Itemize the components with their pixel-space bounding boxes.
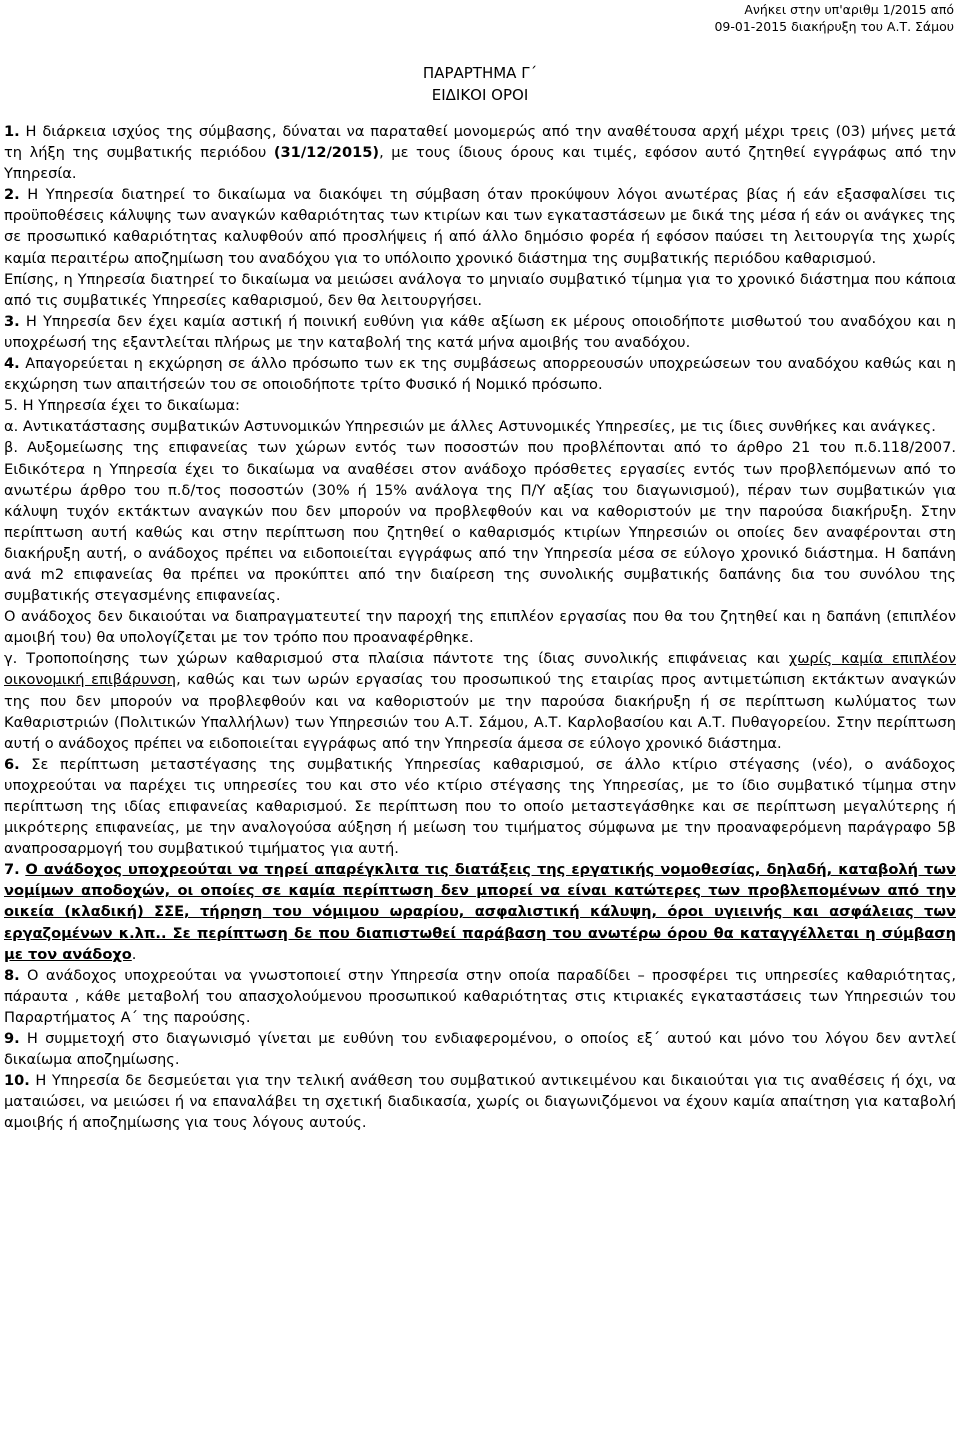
clause-text: Η συμμετοχή στο διαγωνισμό γίνεται με ευθύνη του ενδιαφερομένου, ο οποίος εξ΄ αυτού και μόνο του λόγου δεν αντλεί δικαίωμα αποζημίωσης. (4, 1030, 956, 1069)
clause-5-intro: 5. Η Υπηρεσία έχει το δικαίωμα: (4, 397, 240, 415)
clause-text-cont: , καθώς και των ωρών εργασίας του προσωπικού της εταιρίας προς αντιμετώπιση εκτάκτων αναγκών της που δεν μπορούν να προβλεφθούν και να καθοριστούν με την παρούσα διακήρυξη ή σε περίπτωση κωλύματος των Καθαριστριών (Πολιτικών Υπαλλήλων) των Υπηρεσιών του Α.Τ. Σάμου, Α.Τ. Καρλοβασίου και Α.Τ. Πυθαγορείου. Στην περίπτωση αυτή ο ανάδοχος πρέπει να ειδοποιείται εγγράφως από την Υπηρεσία άμεσα σε εύλογο χρονικό διάστημα. (4, 671, 956, 752)
clause-text: Η Υπηρεσία δε δεσμεύεται για την τελική ανάθεση του συμβατικού αντικειμένου και δικαιούται για τις αναθέσεις ή όχι, να ματαιώσει, να μειώσει ή να επαναλάβει τη σχετική διαδικασία, χωρίς οι διαγωνιζόμενοι να έχουν καμία απαίτηση για καταβολή αμοιβής ή αποζημίωσης για τους λόγους αυτούς. (4, 1072, 956, 1132)
header-note-line-1: Ανήκει στην υπ'αριθμ 1/2015 από (744, 2, 954, 17)
clause-number: 8. (4, 966, 20, 984)
annex-subtitle: ΕΙΔΙΚΟΙ ΟΡΟΙ (431, 86, 529, 104)
clause-number: 2. (4, 186, 20, 204)
clause-4 (4, 353, 956, 395)
clause-text: Ο ανάδοχος υποχρεούται να γνωστοποιεί στην Υπηρεσία στην οποία παραδίδει – προσφέρει τις υπηρεσίες καθαριότητας, πάραυτα , κάθε μεταβολή του απασχολούμενου προσωπικού καθαριότητας στις κτιριακές εγκαταστάσεις των Υπηρεσιών του Παραρτήματος Α΄ της παρούσης. (4, 966, 956, 1026)
clause-3 (4, 311, 956, 353)
clause-number: 6. (4, 755, 20, 773)
clause-9 (4, 1028, 956, 1070)
clause-end: . (131, 945, 137, 963)
clause-8 (4, 965, 956, 1028)
clause-number: 1. (4, 123, 20, 140)
clause-number: 3. (4, 312, 20, 330)
clause-2-extra: Επίσης, η Υπηρεσία διατηρεί το δικαίωμα να μειώσει ανάλογα το μηνιαίο συμβατικό τίμημα για το χρονικό διάστημα που κάποια από τις συμβατικές Υπηρεσίες καθαρισμού, δεν θα λειτουργήσει. (4, 270, 956, 309)
clause-number: 10. (4, 1072, 30, 1090)
clause-text-cont: , με τους ίδιους όρους και τιμές, εφόσον αυτό ζητηθεί εγγράφως από την Υπηρεσία. (4, 144, 956, 183)
clause-6 (4, 754, 956, 859)
labor-law-obligation-text: Ο ανάδοχος υποχρεούται να τηρεί απαρέγκλιτα τις διατάξεις της εργατικής νομοθεσίας, δηλαδή, καταβολή των νομίμων αποδοχών, οι οποίες σε καμία περίπτωση δεν μπορεί να είναι κατώτερες των προβλεπομένων από την οικεία (κλαδική) ΣΣΕ, τήρηση του νόμιμου ωραρίου, ασφαλιστική κάλυψη, όροι υγιεινής και ασφάλειας των εργαζομένων κ.λπ.. Σε περίπτωση δε που διαπιστωθεί παράβαση του ανωτέρω όρου θα καταγγέλλεται η σύμβαση με τον ανάδοχο (4, 861, 956, 963)
clause-5b: β. Αυξομείωσης της επιφανείας των χώρων εντός των ποσοστών που προβλέπονται από το άρθρο 21 του π.δ.118/2007. Ειδικότερα η Υπηρεσία έχει το δικαίωμα να αναθέσει στον ανάδοχο πρόσθετες εργασίες εντός των προβλεπόμενων από το ανωτέρω άρθρο του π.δ/τος ποσοστών (30% ή 15% ανάλογα της Π/Υ αξίας του διαγωνισμού), πέραν των συμβατικών για κάλυψη τυχόν εκτάκτων αναγκών που δεν μπορούν να προβλεφθούν και να καθοριστούν με την παρούσα διακήρυξη. Στην περίπτωση αυτή καθώς και στην περίπτωση που ζητηθεί ο καθαρισμός κτιρίων Υπηρεσιών οι οποίες δεν αναφέρονται στη διακήρυξη αυτή, ο ανάδοχος πρέπει να ειδοποιείται εγγράφως από την Υπηρεσία μέσα σε εύλογο χρονικό διάστημα. Η δαπάνη ανά m2 επιφανείας θα πρέπει να προκύπτει από την διαίρεση της συνολικής συμβατικής δαπάνης δια του συνόλου της συμβατικής στεγασμένης επιφανείας. (4, 439, 956, 605)
header-note-line-2: 09-01-2015 διακήρυξη του Α.Τ. Σάμου (714, 19, 954, 34)
clause-10 (4, 1070, 956, 1133)
clause-5b-extra: Ο ανάδοχος δεν δικαιούται να διαπραγματευτεί την παροχή της επιπλέον εργασίας που θα του ζητηθεί και η δαπάνη (επιπλέον αμοιβή του) θα υπολογίζεται με τον τρόπο που προαναφέρθηκε. (4, 608, 956, 647)
clause-7 (4, 859, 956, 964)
clause-text: Η Υπηρεσία διατηρεί το δικαίωμα να διακόψει τη σύμβαση όταν προκύψουν λόγοι ανωτέρας βίας ή εάν εξασφαλίσει τις προϋποθέσεις κάλυψης των αναγκών καθαριότητας των κτιρίων και των εγκαταστάσεων με δικά της μέσα ή εάν οι ανάγκες της σε προσωπικό καθαριότητας καλυφθούν από προσλήψεις ή από άλλο δημόσιο φορέα ή εφόσον παύσει τη λειτουργία της χωρίς καμία περαιτέρω αποζημίωση του αναδόχου για το υπόλοιπο χρονικό διάστημα της συμβατικής περιόδου καθαρισμού. (4, 186, 956, 267)
clause-number: 4. (4, 355, 20, 373)
clause-text: γ. Τροποποίησης των χώρων καθαρισμού στα πλαίσια πάντοτε της ίδιας συνολικής επιφάνειας και (4, 650, 789, 668)
clause-text: Απαγορεύεται η εκχώρηση σε άλλο πρόσωπο των εκ της συμβάσεως απορρεουσών υποχρεώσεων του αναδόχου καθώς και η εκχώρηση των απαιτήσεών του σε οποιοδήποτε τρίτο Φυσικό ή Νομικό πρόσωπο. (4, 355, 956, 394)
clause-number: 7. (4, 861, 20, 879)
contract-end-date: (31/12/2015) (273, 144, 380, 162)
annex-title: ΠΑΡΑΡΤΗΜΑ Γ΄ (422, 64, 538, 82)
special-terms-body (4, 121, 956, 1134)
annex-heading (400, 62, 560, 106)
clause-text: Σε περίπτωση μεταστέγασης της συμβατικής Υπηρεσίας καθαρισμού, σε άλλο κτίριο στέγασης (νέο), ο ανάδοχος υποχρεούται να παρέχει τις υπηρεσίες του και στο νέο κτίριο στέγασης της Υπηρεσίας, με το ίδιο συμβατικό τίμημα στην περίπτωση της ιδίας επιφανείας καθαρισμού. Σε περίπτωση που το οποίο μεταστεγάσθηκε και σε περίπτωση μεγαλύτερης ή μικρότερης επιφανείας, με την αναλογούσα αύξηση ή μείωση του τιμήματος σύμφωνα με την προαναφερόμενη παράγραφο 5β αναπροσαρμογή του συμβατικού τιμήματος για αυτή. (4, 755, 956, 858)
clause-text: Η διάρκεια ισχύος της σύμβασης, δύναται να παραταθεί μονομερώς από την αναθέτουσα αρχή μέχρι τρεις (03) μήνες μετά τη λήξη της συμβατικής περιόδου (4, 123, 956, 162)
underlined-text: χωρίς καμία επιπλέον οικονομική επιβάρυνση (4, 650, 957, 689)
clause-1 (4, 121, 956, 184)
clause-5a: α. Αντικατάστασης συμβατικών Αστυνομικών Υπηρεσιών με άλλες Αστυνομικές Υπηρεσίες, με τις ίδιες συνθήκες και ανάγκες. (4, 418, 936, 436)
clause-2 (4, 184, 956, 268)
clause-5c (4, 648, 956, 753)
header-note (714, 1, 954, 35)
clause-text: Η Υπηρεσία δεν έχει καμία αστική ή ποινική ευθύνη για κάθε αξίωση εκ μέρους οποιοδήποτε μισθωτού του αναδόχου και η υποχρέωσή της εξαντλείται πλήρως με την καταβολή της κατά μήνα αμοιβής του αναδόχου. (4, 312, 956, 351)
clause-number: 9. (4, 1030, 20, 1048)
